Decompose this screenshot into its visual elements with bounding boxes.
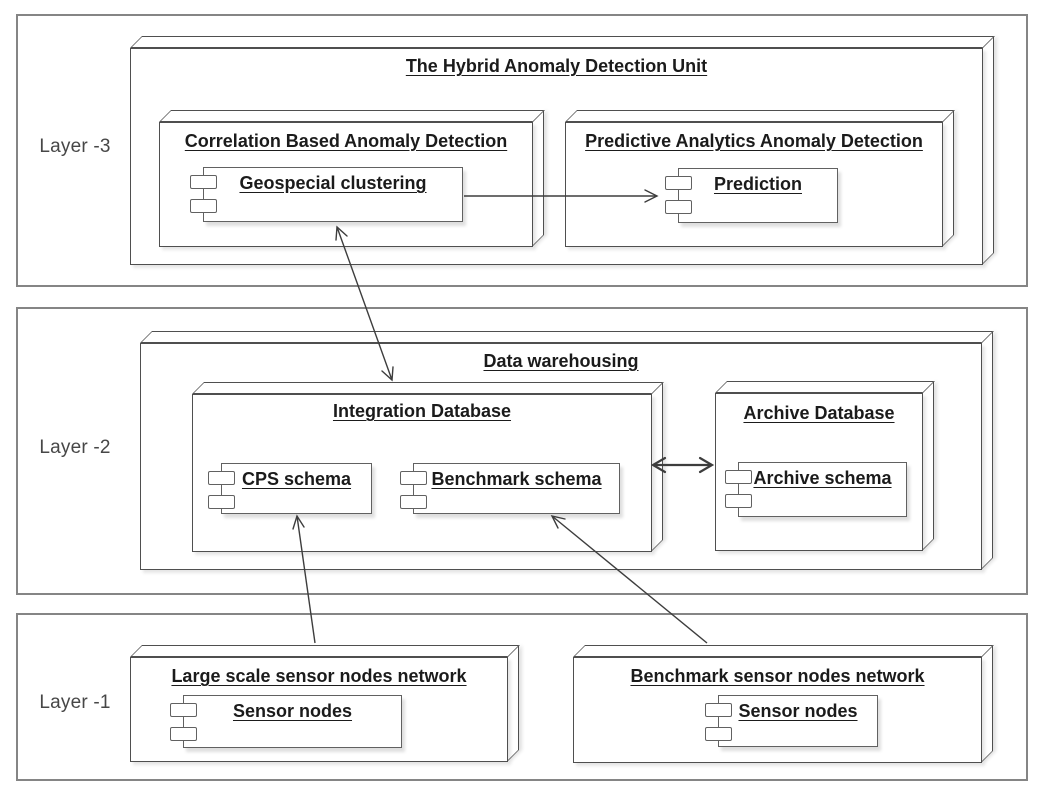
component-icon xyxy=(400,495,427,509)
layer-2-label: Layer -2 xyxy=(39,437,111,458)
component-icon xyxy=(725,470,752,484)
component-icon xyxy=(705,727,732,741)
node-right-face xyxy=(507,645,519,762)
node-right-face xyxy=(922,381,934,551)
node-title: Benchmark sensor nodes network xyxy=(630,666,925,686)
node-top-face xyxy=(130,36,995,48)
node-right-face xyxy=(942,110,954,247)
node-right-face xyxy=(981,331,993,570)
component-icon xyxy=(400,471,427,485)
node-right-face xyxy=(981,645,993,763)
component-sensor-nodes-benchmark xyxy=(718,695,878,747)
component-icon xyxy=(208,471,235,485)
node-top-face xyxy=(140,331,994,343)
node-top-face xyxy=(565,110,955,122)
node-top-face xyxy=(130,645,520,657)
node-top-face xyxy=(159,110,545,122)
component-icon xyxy=(665,200,692,214)
node-right-face xyxy=(982,36,994,265)
component-icon xyxy=(170,727,197,741)
node-top-face xyxy=(715,381,935,393)
layer-1-label: Layer -1 xyxy=(39,692,111,713)
node-right-face xyxy=(532,110,544,247)
node-title: Correlation Based Anomaly Detection xyxy=(184,131,508,151)
component-label: Sensor nodes xyxy=(232,701,353,721)
node-title: Data warehousing xyxy=(483,351,639,371)
node-right-face xyxy=(651,382,663,552)
component-icon xyxy=(725,494,752,508)
node-title: The Hybrid Anomaly Detection Unit xyxy=(405,56,708,76)
component-label: Geospecial clustering xyxy=(239,173,427,193)
node-title: Integration Database xyxy=(332,401,512,421)
component-label: Archive schema xyxy=(753,468,892,488)
component-geospecial-clustering xyxy=(203,167,463,222)
node-top-face xyxy=(573,645,994,657)
component-icon xyxy=(705,703,732,717)
component-sensor-nodes-large-scale xyxy=(183,695,402,748)
component-cps-schema xyxy=(221,463,372,514)
component-icon xyxy=(170,703,197,717)
component-benchmark-schema xyxy=(413,463,620,514)
component-icon xyxy=(190,199,217,213)
node-top-face xyxy=(192,382,664,394)
component-label: Prediction xyxy=(713,174,802,194)
node-title: Predictive Analytics Anomaly Detection xyxy=(585,131,923,151)
component-archive-schema xyxy=(738,462,907,517)
component-icon xyxy=(665,176,692,190)
component-icon xyxy=(190,175,217,189)
node-title: Large scale sensor nodes network xyxy=(171,666,467,686)
component-label: Benchmark schema xyxy=(431,469,602,489)
component-label: Sensor nodes xyxy=(738,701,858,721)
node-title: Archive Database xyxy=(743,403,895,423)
component-prediction xyxy=(678,168,838,223)
layer-3-label: Layer -3 xyxy=(39,136,111,157)
component-label: CPS schema xyxy=(241,469,352,489)
component-icon xyxy=(208,495,235,509)
